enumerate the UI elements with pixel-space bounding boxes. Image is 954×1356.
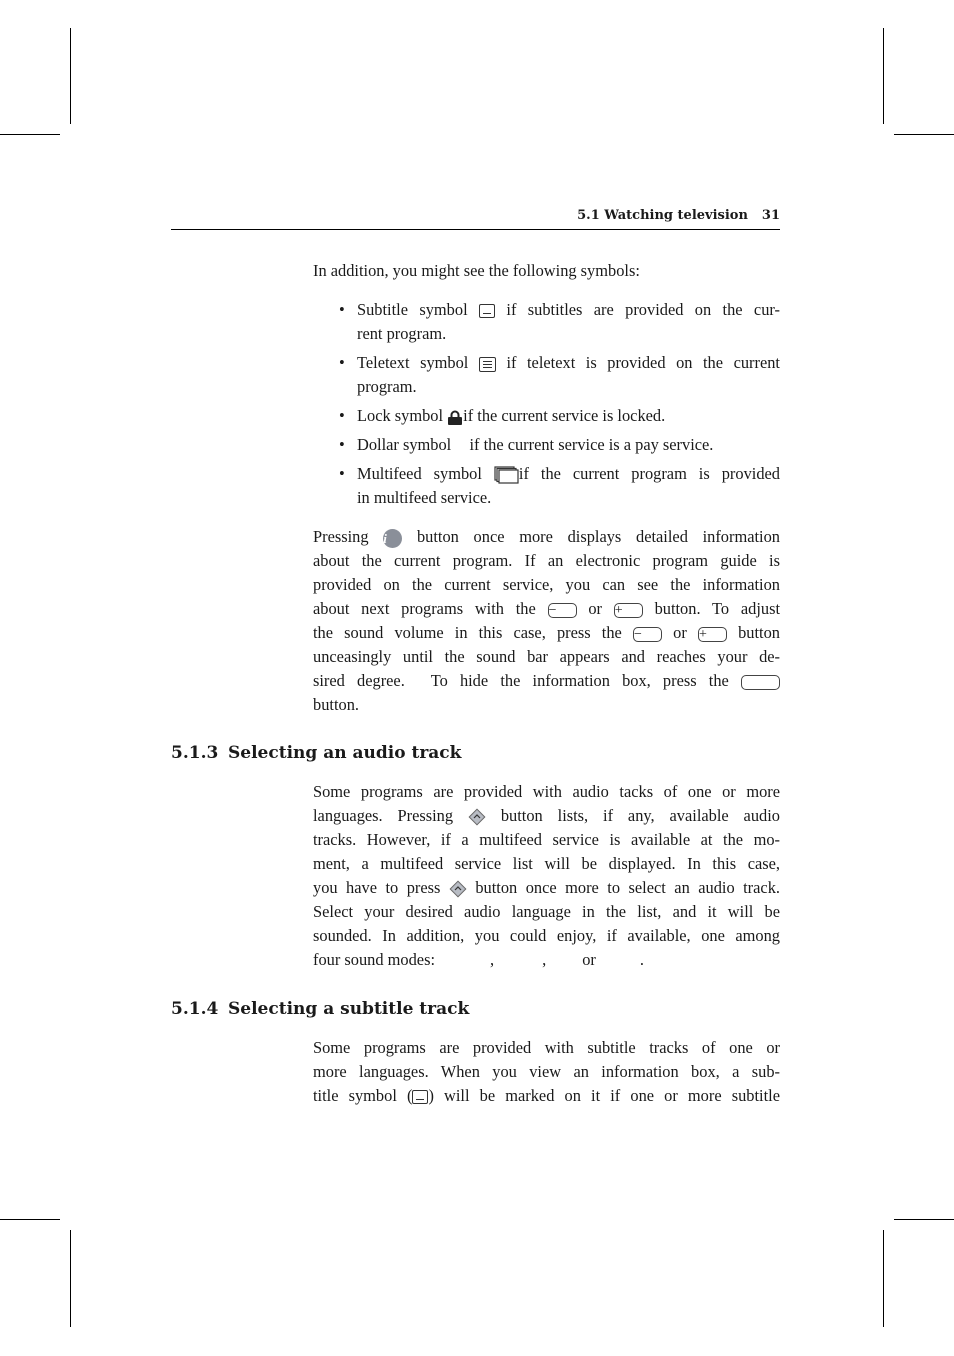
lock-icon xyxy=(447,410,463,425)
text-run: you have to press xyxy=(313,878,441,897)
plus-key-icon: + xyxy=(698,627,727,642)
text-line: provided on the current service, you can see the information xyxy=(313,575,780,594)
symbol-desc: if the current service is a pay service. xyxy=(469,435,714,454)
text-run: four sound modes: xyxy=(313,950,436,969)
text-run: title symbol ( xyxy=(313,1086,413,1105)
subtitle-paragraph xyxy=(313,1036,780,1108)
text-run: or xyxy=(673,623,687,642)
section-heading xyxy=(171,999,469,1019)
text-run: To hide the information box, press the xyxy=(430,671,729,690)
crop-mark xyxy=(894,1219,954,1220)
text-run: languages. Pressing xyxy=(313,806,454,825)
section-title: Selecting an audio track xyxy=(228,743,462,763)
text-run: the sound volume in this case, press the xyxy=(313,623,622,642)
text-run: button lists, if any, available audio xyxy=(500,806,780,825)
multifeed-icon xyxy=(494,466,519,484)
teletext-icon xyxy=(479,357,496,372)
info-button-icon: i xyxy=(383,529,402,548)
bullet-dot: • xyxy=(339,353,345,372)
text-line: sounded. In addition, you could enjoy, if available, one among xyxy=(313,926,780,945)
crop-mark xyxy=(70,28,71,124)
symbol-desc: if the current program is provided xyxy=(518,464,780,483)
list-item xyxy=(313,462,780,510)
audio-button-icon xyxy=(468,808,486,826)
minus-key-icon: − xyxy=(548,603,577,618)
symbol-desc: if subtitles are provided on the cur- xyxy=(506,300,780,319)
list-item xyxy=(313,351,780,399)
symbol-label: Teletext symbol xyxy=(357,353,469,372)
text-run: or xyxy=(582,950,596,969)
section-title: Selecting a subtitle track xyxy=(228,999,470,1019)
bullet-dot: • xyxy=(339,435,345,454)
crop-mark xyxy=(894,134,954,135)
text-line: more languages. When you view an information box, a sub- xyxy=(313,1062,780,1081)
text-run: button xyxy=(738,623,780,642)
text-line: tracks. However, if a multifeed service is available at the mo- xyxy=(313,830,780,849)
subtitle-icon xyxy=(412,1090,428,1104)
text-line: button. xyxy=(313,695,359,714)
text-run: button once more displays detailed information xyxy=(416,527,780,546)
text-run: ) will be marked on it if one or more subtitle xyxy=(428,1086,780,1105)
symbol-desc: if teletext is provided on the current xyxy=(506,353,780,372)
symbol-list xyxy=(313,298,780,515)
symbol-label: Lock symbol xyxy=(357,406,444,425)
crop-mark xyxy=(70,1230,71,1327)
text-line: Some programs are provided with audio tacks of one or more xyxy=(313,782,780,801)
text-run: , xyxy=(490,950,495,969)
info-paragraph xyxy=(313,525,780,717)
audio-paragraph xyxy=(313,780,780,972)
text-line: Some programs are provided with subtitle tracks of one or xyxy=(313,1038,780,1057)
section-number: 5.1.4 xyxy=(171,999,219,1019)
page-number: 31 xyxy=(761,208,780,223)
text-line: ment, a multifeed service list will be displayed. In this case, xyxy=(313,854,780,873)
text-run: button. To adjust xyxy=(654,599,781,618)
crop-mark xyxy=(883,1230,884,1327)
plus-key-icon: + xyxy=(614,603,643,618)
list-item xyxy=(313,433,780,457)
text-line: Select your desired audio language in the list, and it will be xyxy=(313,902,780,921)
subtitle-icon xyxy=(479,304,495,318)
text-run: Pressing xyxy=(313,527,369,546)
text-run: sired degree. xyxy=(313,671,405,690)
intro-text: In addition, you might see the following symbols: xyxy=(313,261,640,280)
crop-mark xyxy=(883,28,884,124)
symbol-desc-cont: rent program. xyxy=(357,324,447,343)
text-run: . xyxy=(639,950,644,969)
symbol-label: Subtitle symbol xyxy=(357,300,468,319)
section-heading xyxy=(171,743,461,763)
audio-button-icon xyxy=(449,880,467,898)
minus-key-icon: − xyxy=(633,627,662,642)
text-run: button once more to select an audio track. xyxy=(475,878,780,897)
text-run: about next programs with the xyxy=(313,599,536,618)
symbol-desc-cont: in multifeed service. xyxy=(357,488,492,507)
running-head xyxy=(171,208,780,230)
bullet-dot: • xyxy=(339,300,345,319)
list-item xyxy=(313,298,780,346)
symbol-label: Dollar symbol xyxy=(357,435,452,454)
text-run: or xyxy=(588,599,602,618)
symbol-desc-cont: program. xyxy=(357,377,417,396)
text-run: , xyxy=(542,950,547,969)
symbol-label: Multifeed symbol xyxy=(357,464,482,483)
bullet-dot: • xyxy=(339,464,345,483)
crop-mark xyxy=(0,1219,60,1220)
dollar-icon xyxy=(455,439,465,453)
symbol-desc: if the current service is locked. xyxy=(463,406,666,425)
list-item xyxy=(313,404,780,428)
text-line: about the current program. If an electronic program guide is xyxy=(313,551,780,570)
exit-key-icon xyxy=(741,675,780,690)
section-number: 5.1.3 xyxy=(171,743,219,763)
crop-mark xyxy=(0,134,60,135)
intro-paragraph xyxy=(313,259,780,283)
running-head-title: 5.1 Watching television xyxy=(577,208,748,223)
bullet-dot: • xyxy=(339,406,345,425)
text-line: unceasingly until the sound bar appears and reaches your de- xyxy=(313,647,780,666)
